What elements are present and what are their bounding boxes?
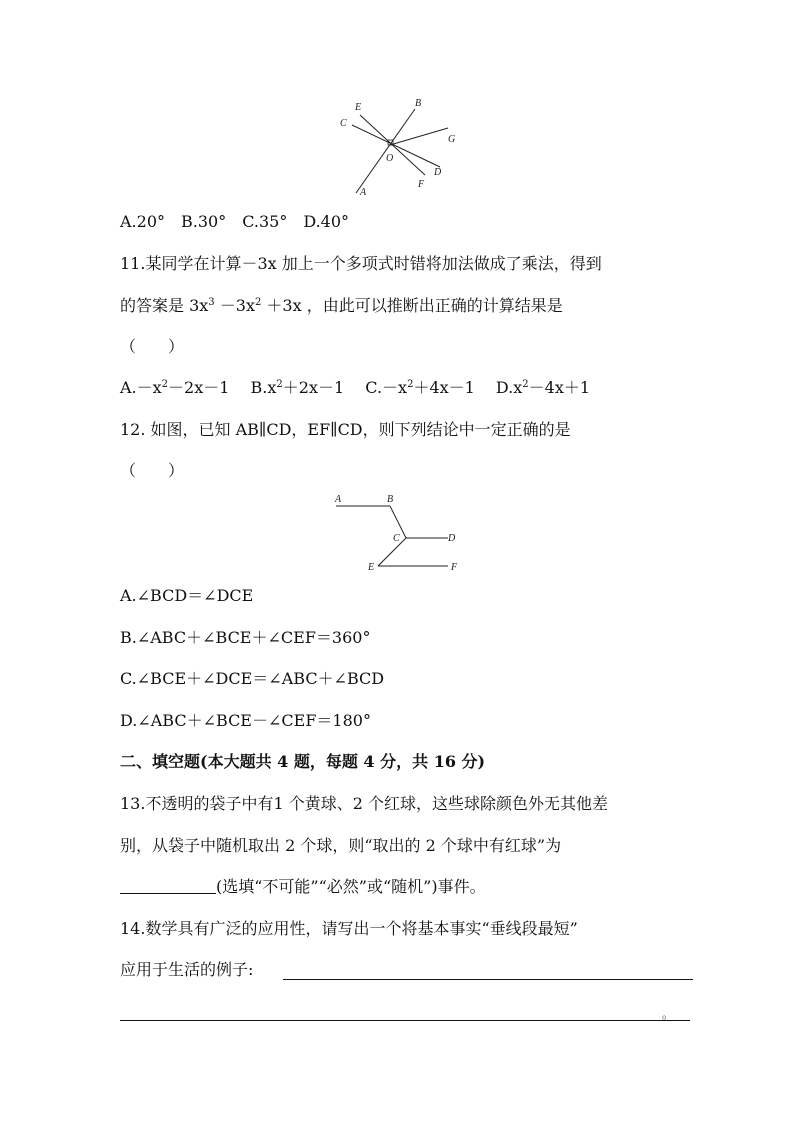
q11-options: $A.-x^2-2x-1$ $B.x^2+2x-1$ $C.-x^2+4x-1$ $D.x^2-4x+1$ [120,378,591,397]
line-OG [390,128,448,145]
label-D: D [434,167,442,178]
label-D: D [448,533,456,544]
q14-answer-line-1[interactable] [283,979,693,980]
q12-line1: 12. 如图，已知 AB∥CD，EF∥CD，则下列结论中一定正确的是 [120,420,571,439]
q12-paren: （ ） [120,461,185,480]
q11-paren: （ ） [120,337,185,356]
q14-answer-line-2[interactable] [120,1020,690,1021]
line-CD [352,125,440,167]
q12-option-c: C.∠BCE＋∠DCE＝∠ABC＋∠BCD [120,669,385,688]
q13-line1: 13.不透明的袋子中有1 个黄球、2 个红球，这些球除颜色外无其他差 [120,794,608,813]
q14-line2: 应用于生活的例子: [120,960,254,979]
label-G: G [448,134,456,145]
q11-line1: 11.某同学在计算－3x 加上一个多项式时错将加法做成了乘法，得到 [120,254,602,273]
label-C: C [393,533,400,544]
q13-line3: (选填“不可能”“必然”或“随机”)事件。 [120,877,486,897]
label-B: B [387,494,394,505]
label-E: E [368,562,375,573]
label-A: A [360,187,367,198]
q10-options: A.20° B.30° C.35° D.40° [120,212,350,231]
q13-line2: 别，从袋子中随机取出 2 个球，则“取出的 2 个球中有红球”为 [120,836,562,855]
figure-parallel-lines [330,488,470,576]
section-2-heading: 二、填空题(本大题共 4 题，每题 4 分，共 16 分) [120,752,486,771]
q14-line1: 14.数学具有广泛的应用性，请写出一个将基本事实“垂线段最短” [120,919,578,938]
label-F: F [418,179,425,190]
q13-answer-blank[interactable] [120,877,216,894]
label-C: C [340,118,347,129]
label-A: A [335,494,342,505]
q12-option-b: B.∠ABC＋∠BCE＋∠CEF＝360° [120,628,371,647]
label-B: B [415,98,422,109]
segment-CE [378,538,406,566]
q11-line2: 的答案是 $3x^3 -3x^2 +3x$ ，由此可以推断出正确的计算结果是 [120,296,563,315]
q12-option-a: A.∠BCD＝∠DCE [120,586,254,605]
label-F: F [451,562,458,573]
q14-end-mark: 。 [662,1007,675,1021]
q12-option-d: D.∠ABC＋∠BCE－∠CEF＝180° [120,711,371,730]
label-E: E [355,102,362,113]
label-O: O [386,153,394,164]
figure-intersecting-lines [330,95,470,200]
